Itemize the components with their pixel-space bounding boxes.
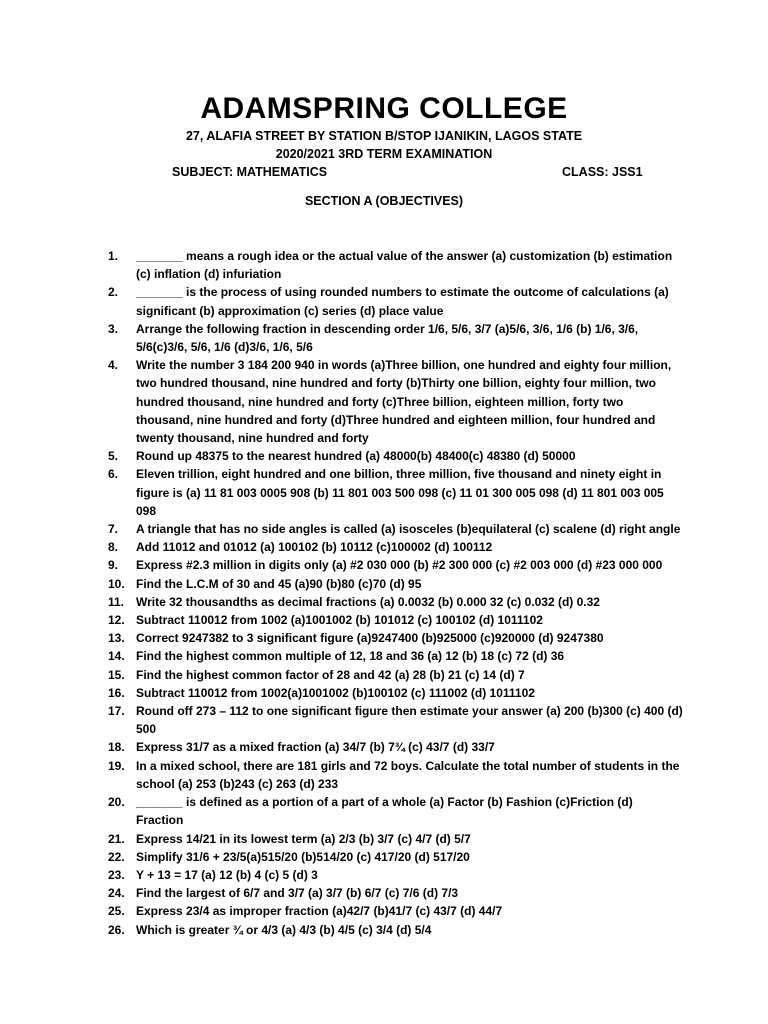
question-number: 17.	[108, 704, 125, 719]
exam-title: 2020/2021 3RD TERM EXAMINATION	[275, 147, 493, 161]
question-text: Find the highest common multiple of 12, 18 and 36 (a) 12 (b) 18 (c) 72 (d) 36	[136, 649, 565, 664]
question-text: Subtract 110012 from 1002 (a)1001002 (b) 101012 (c) 100102 (d) 1011102	[136, 613, 543, 628]
class-label: CLASS: JSS1	[562, 165, 643, 179]
question-item	[108, 921, 683, 939]
question-text: Y + 13 = 17 (a) 12 (b) 4 (c) 5 (d) 3	[136, 867, 318, 882]
question-text: Arrange the following fraction in descending order 1/6, 5/6, 3/7 (a)5/6, 3/6, 1/6 (b) 1/6, 3/6, 5/6(c)3/6, 5/6, 1/6 (d)3/6, 1/6, 5/6	[136, 321, 639, 355]
question-item	[108, 629, 683, 647]
question-number: 23.	[108, 867, 125, 882]
question-list	[108, 247, 683, 939]
question-item	[108, 848, 683, 866]
question-item	[108, 702, 683, 738]
question-item	[108, 684, 683, 702]
question-number: 22.	[108, 849, 125, 864]
question-number: 21.	[108, 831, 125, 846]
question-number: 13.	[108, 631, 125, 646]
question-number: 5.	[108, 449, 119, 464]
school-name: ADAMSPRING COLLEGE	[200, 92, 568, 125]
question-item	[108, 793, 683, 829]
question-text: Round off 273 – 112 to one significant figure then estimate your answer (a) 200 (b)300 (c) 400 (d) 500	[136, 704, 683, 737]
question-item	[108, 520, 683, 538]
question-number: 1.	[108, 249, 119, 263]
question-item	[108, 611, 683, 629]
question-text: Find the L.C.M of 30 and 45 (a)90 (b)80 (c)70 (d) 95	[136, 576, 422, 591]
question-item	[108, 902, 683, 920]
question-number: 15.	[108, 667, 125, 682]
question-item	[108, 830, 683, 848]
question-text: In a mixed school, there are 181 girls and 72 boys. Calculate the total number of students in the school (a) 253 (b)243 (c) 263 (d) 233	[136, 758, 680, 791]
question-number: 26.	[108, 922, 125, 937]
question-item	[108, 320, 683, 356]
question-number: 14.	[108, 649, 125, 664]
question-item	[108, 538, 683, 556]
question-text: A triangle that has no side angles is called (a) isosceles (b)equilateral (c) scalene (d) right angle	[136, 522, 681, 537]
subject-label: SUBJECT: MATHEMATICS	[172, 165, 328, 179]
question-item	[108, 575, 683, 593]
question-item	[108, 356, 683, 447]
question-item	[108, 593, 683, 611]
question-text: Find the largest of 6/7 and 3/7 (a) 3/7 (b) 6/7 (c) 7/6 (d) 7/3	[136, 886, 459, 901]
question-text: Eleven trillion, eight hundred and one billion, three million, five thousand and ninety eight in figure is (a) 11 81 003 0005 908 (b) 11 801 003 500 098 (c) 11 01 300 005 098 (d) 11 801 003 005 098	[136, 467, 664, 518]
question-text: Round up 48375 to the nearest hundred (a) 48000(b) 48400(c) 48380 (d) 50000	[136, 449, 576, 464]
question-item	[108, 465, 683, 520]
question-text: Express #2.3 million in digits only (a) #2 030 000 (b) #2 300 000 (c) #2 003 000 (d) #23 000 000	[136, 558, 663, 573]
question-item	[108, 884, 683, 902]
question-item	[108, 757, 683, 793]
question-number: 12.	[108, 613, 125, 628]
question-number: 16.	[108, 685, 125, 700]
question-text: Correct 9247382 to 3 significant figure (a)9247400 (b)925000 (c)920000 (d) 9247380	[136, 631, 604, 646]
question-text: Express 23/4 as improper fraction (a)42/7 (b)41/7 (c) 43/7 (d) 44/7	[136, 904, 503, 919]
question-number: 4.	[108, 358, 119, 373]
question-number: 20.	[108, 795, 125, 810]
question-text: Express 14/21 in its lowest term (a) 2/3 (b) 3/7 (c) 4/7 (d) 5/7	[136, 831, 471, 846]
question-item	[108, 556, 683, 574]
question-text: Write 32 thousandths as decimal fractions (a) 0.0032 (b) 0.000 32 (c) 0.032 (d) 0.32	[136, 594, 600, 609]
question-text: _______ means a rough idea or the actual value of the answer (a) customization (b) estimation (c) inflation (d) infuriation	[136, 249, 673, 282]
question-text: Subtract 110012 from 1002(a)1001002 (b)100102 (c) 111002 (d) 1011102	[136, 685, 535, 700]
question-number: 7.	[108, 522, 119, 537]
question-text: Write the number 3 184 200 940 in words (a)Three billion, one hundred and eighty four million, two hundred thousand, nine hundred and forty (b)Thirty one billion, eighty four million, two hundred thousand, nine hundred and forty (c)Three billion, eighteen million, forty two thousand, nine hundred and forty (d)Three hundred and eighteen million, four hundred and twenty thousand, nine hundred and forty	[136, 358, 672, 446]
question-text: Express 31/7 as a mixed fraction (a) 34/7 (b) 7¾ (c) 43/7 (d) 33/7	[136, 740, 495, 755]
question-number: 6.	[108, 467, 119, 482]
question-item	[108, 447, 683, 465]
school-address: 27, ALAFIA STREET BY STATION B/STOP IJANIKIN, LAGOS STATE	[185, 129, 583, 143]
question-number: 2.	[108, 285, 119, 300]
question-item	[108, 866, 683, 884]
question-text: Add 11012 and 01012 (a) 100102 (b) 10112 (c)100002 (d) 100112	[136, 540, 493, 555]
question-item	[108, 738, 683, 756]
question-number: 9.	[108, 558, 119, 573]
question-text: _______ is defined as a portion of a part of a whole (a) Factor (b) Fashion (c)Friction (d) Fraction	[136, 795, 633, 828]
question-number: 11.	[108, 594, 125, 609]
question-number: 24.	[108, 886, 125, 901]
question-number: 10.	[108, 576, 125, 591]
question-item	[108, 647, 683, 665]
question-text: Which is greater ¾ or 4/3 (a) 4/3 (b) 4/5 (c) 3/4 (d) 5/4	[136, 922, 432, 937]
question-item	[108, 666, 683, 684]
question-text: Simplify 31/6 + 23/5(a)515/20 (b)514/20 (c) 417/20 (d) 517/20	[136, 849, 470, 864]
question-number: 3.	[108, 321, 119, 336]
question-item	[108, 283, 683, 319]
question-number: 25.	[108, 904, 125, 919]
question-text: _______ is the process of using rounded numbers to estimate the outcome of calculations (a) significant (b) approximation (c) series (d) place value	[136, 285, 669, 318]
question-number: 19.	[108, 758, 125, 773]
question-number: 18.	[108, 740, 125, 755]
question-text: Find the highest common factor of 28 and 42 (a) 28 (b) 21 (c) 14 (d) 7	[136, 667, 525, 682]
section-heading: SECTION A (OBJECTIVES)	[304, 194, 464, 208]
question-number: 8.	[108, 540, 119, 555]
question-item	[108, 247, 683, 283]
